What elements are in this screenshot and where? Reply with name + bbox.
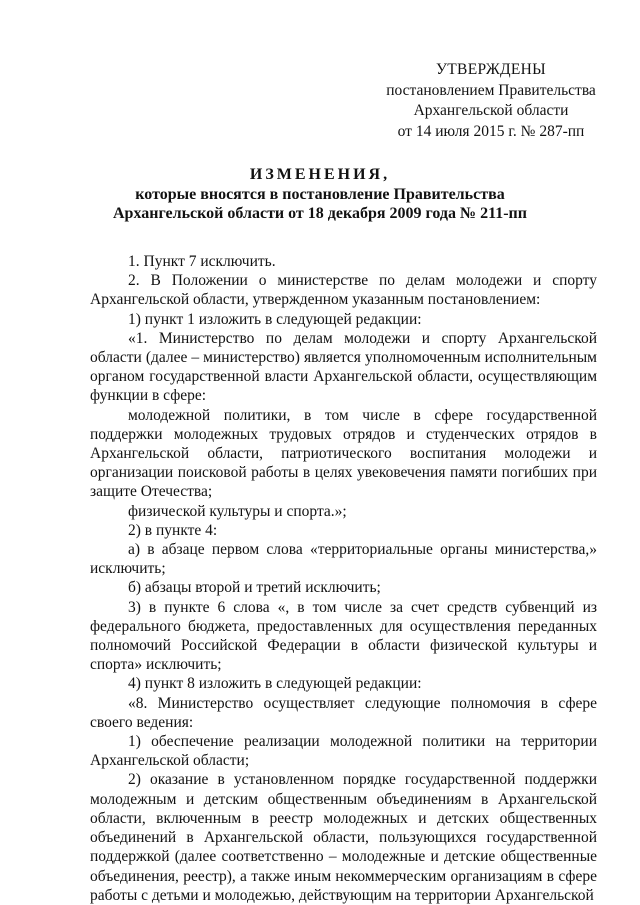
body-paragraph: 3) в пункте 6 слова «, в том числе за счет средств субвенций из федерального бюджета, предоставленных для осуществления переданных полномочий Российской Федерации в области физической культуры и спорта» исключить; xyxy=(90,598,597,674)
body-paragraph: «8. Министерство осуществляет следующие полномочия в сфере своего ведения: xyxy=(90,694,597,731)
document-subtitle-line: Архангельской области от 18 декабря 2009 года № 211-пп xyxy=(113,205,527,222)
approval-line: Архангельской области xyxy=(413,102,569,119)
body-paragraph: 4) пункт 8 изложить в следующей редакции: xyxy=(128,675,422,693)
body-paragraph: 2. В Положении о министерстве по делам молодежи и спорту Архангельской области, утвержденном указанным постановлением: xyxy=(90,272,597,309)
body-paragraph: 2) оказание в установленном порядке государственной поддержки молодежным и детским общественным объединениям в Архангельской области, включенным в реестр молодежных и детских общественных объединений в Архангельской области, пользующихся государственной поддержкой (далее соответственно – молодежные и детские общественные объединения, реестр), а также иным некоммерческим организациям в сфере работы с детьми и молодежью, действующим на территории Архангельской xyxy=(90,771,597,904)
body-paragraph: 1) обеспечение реализации молодежной политики на территории Архангельской области; xyxy=(90,733,597,770)
body-paragraph: физической культуры и спорта.»; xyxy=(128,502,347,520)
approval-title: УТВЕРЖДЕНЫ xyxy=(436,61,546,78)
approval-stamp xyxy=(380,60,602,142)
document-subtitle-line: которые вносятся в постановление Правительства xyxy=(135,185,505,203)
body-paragraph: «1. Министерство по делам молодежи и спорту Архангельской области (далее – министерство) является уполномоченным исполнительным органом государственной власти Архангельской области, осуществляющим функции в сфере: xyxy=(90,329,597,405)
document-title: ИЗМЕНЕНИЯ, xyxy=(249,166,391,183)
document-heading xyxy=(60,165,580,224)
body-paragraph: 2) в пункте 4: xyxy=(128,521,218,539)
approval-line: постановлением Правительства xyxy=(386,81,596,99)
document-body xyxy=(90,252,597,905)
body-paragraph: 1. Пункт 7 исключить. xyxy=(128,253,276,270)
body-paragraph: 1) пункт 1 изложить в следующей редакции: xyxy=(128,310,422,328)
body-paragraph: а) в абзаце первом слова «территориальные органы министерства,» исключить; xyxy=(90,541,597,578)
body-paragraph: молодежной политики, в том числе в сфере государственной поддержки молодежных трудовых отрядов и студенческих отрядов в Архангельской области, патриотического воспитания молодежи и организации поисковой работы в целях увековечения памяти погибших при защите Отечества; xyxy=(90,406,597,501)
body-paragraph: б) абзацы второй и третий исключить; xyxy=(128,579,381,597)
approval-date-line: от 14 июля 2015 г. № 287-пп xyxy=(397,122,585,140)
